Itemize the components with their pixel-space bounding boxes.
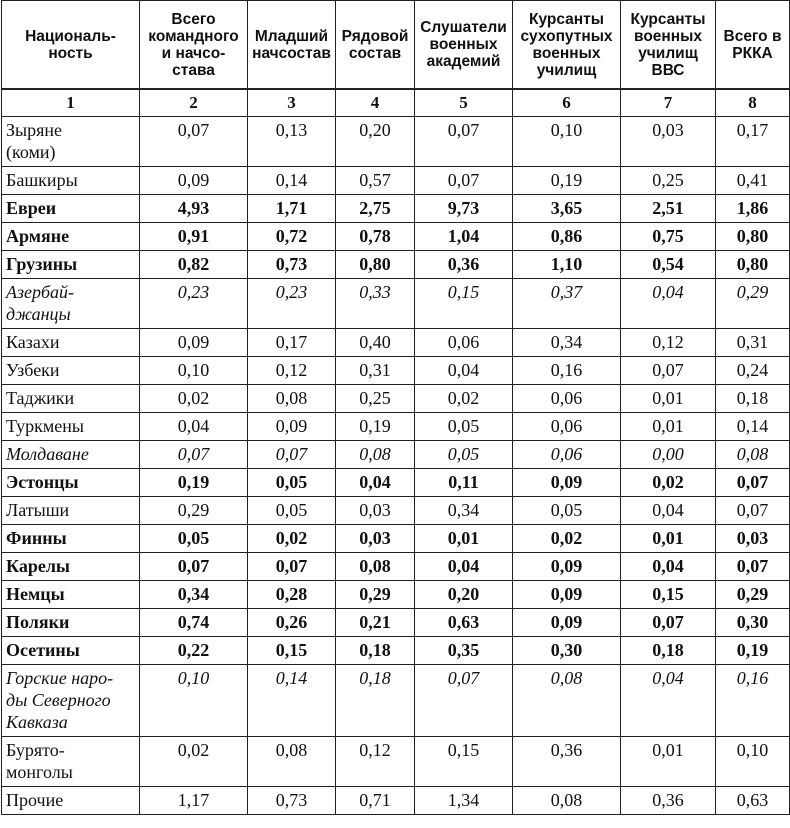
table-row bbox=[2, 609, 790, 637]
value-cell: 0,18 bbox=[716, 385, 790, 413]
value-cell: 0,33 bbox=[336, 279, 415, 329]
value-cell: 0,23 bbox=[248, 279, 336, 329]
value-cell: 0,07 bbox=[248, 553, 336, 581]
value-cell: 0,25 bbox=[621, 167, 716, 195]
value-cell: 0,17 bbox=[716, 117, 790, 167]
value-cell: 0,07 bbox=[716, 553, 790, 581]
value-cell: 0,14 bbox=[248, 665, 336, 737]
nationality-cell: Зыряне (коми) bbox=[2, 117, 140, 167]
column-number: 7 bbox=[621, 89, 716, 117]
nationality-cell: Немцы bbox=[2, 581, 140, 609]
value-cell: 0,06 bbox=[513, 441, 621, 469]
value-cell: 0,09 bbox=[513, 609, 621, 637]
value-cell: 1,71 bbox=[248, 195, 336, 223]
value-cell: 0,78 bbox=[336, 223, 415, 251]
column-number: 5 bbox=[415, 89, 513, 117]
value-cell: 0,63 bbox=[716, 787, 790, 815]
value-cell: 0,15 bbox=[621, 581, 716, 609]
value-cell: 0,07 bbox=[716, 497, 790, 525]
value-cell: 0,08 bbox=[336, 441, 415, 469]
value-cell: 0,19 bbox=[513, 167, 621, 195]
value-cell: 0,18 bbox=[336, 637, 415, 665]
value-cell: 0,10 bbox=[140, 665, 248, 737]
value-cell: 0,04 bbox=[336, 469, 415, 497]
value-cell: 0,01 bbox=[415, 525, 513, 553]
value-cell: 0,63 bbox=[415, 609, 513, 637]
column-number-row bbox=[2, 89, 790, 117]
nationality-cell: Эстонцы bbox=[2, 469, 140, 497]
value-cell: 0,03 bbox=[336, 497, 415, 525]
value-cell: 0,41 bbox=[716, 167, 790, 195]
value-cell: 0,19 bbox=[140, 469, 248, 497]
value-cell: 0,10 bbox=[513, 117, 621, 167]
nationality-cell: Латыши bbox=[2, 497, 140, 525]
value-cell: 0,24 bbox=[716, 357, 790, 385]
value-cell: 0,08 bbox=[336, 553, 415, 581]
nationality-cell: Узбеки bbox=[2, 357, 140, 385]
value-cell: 0,36 bbox=[415, 251, 513, 279]
value-cell: 0,05 bbox=[248, 497, 336, 525]
value-cell: 0,06 bbox=[415, 329, 513, 357]
nationality-cell: Финны bbox=[2, 525, 140, 553]
value-cell: 0,29 bbox=[140, 497, 248, 525]
value-cell: 0,15 bbox=[415, 737, 513, 787]
header-row bbox=[2, 1, 790, 90]
value-cell: 0,05 bbox=[513, 497, 621, 525]
value-cell: 0,73 bbox=[248, 251, 336, 279]
value-cell: 0,05 bbox=[140, 525, 248, 553]
table-row bbox=[2, 469, 790, 497]
value-cell: 0,37 bbox=[513, 279, 621, 329]
value-cell: 0,01 bbox=[621, 413, 716, 441]
value-cell: 0,29 bbox=[336, 581, 415, 609]
value-cell: 0,03 bbox=[336, 525, 415, 553]
value-cell: 0,71 bbox=[336, 787, 415, 815]
value-cell: 0,04 bbox=[621, 665, 716, 737]
value-cell: 0,04 bbox=[415, 357, 513, 385]
value-cell: 0,31 bbox=[716, 329, 790, 357]
column-number: 4 bbox=[336, 89, 415, 117]
value-cell: 0,04 bbox=[621, 497, 716, 525]
value-cell: 0,25 bbox=[336, 385, 415, 413]
value-cell: 0,02 bbox=[513, 525, 621, 553]
value-cell: 0,13 bbox=[248, 117, 336, 167]
nationality-table bbox=[1, 0, 790, 815]
value-cell: 0,07 bbox=[415, 665, 513, 737]
nationality-cell: Осетины bbox=[2, 637, 140, 665]
value-cell: 0,08 bbox=[248, 737, 336, 787]
nationality-cell: Молдаване bbox=[2, 441, 140, 469]
value-cell: 0,72 bbox=[248, 223, 336, 251]
value-cell: 0,34 bbox=[415, 497, 513, 525]
value-cell: 0,36 bbox=[621, 787, 716, 815]
value-cell: 0,31 bbox=[336, 357, 415, 385]
table-row bbox=[2, 167, 790, 195]
value-cell: 0,09 bbox=[513, 469, 621, 497]
value-cell: 0,05 bbox=[248, 469, 336, 497]
value-cell: 0,02 bbox=[621, 469, 716, 497]
table-row bbox=[2, 637, 790, 665]
nationality-cell: Горские наро- ды Северного Кавказа bbox=[2, 665, 140, 737]
nationality-cell: Грузины bbox=[2, 251, 140, 279]
value-cell: 1,04 bbox=[415, 223, 513, 251]
value-cell: 0,19 bbox=[716, 637, 790, 665]
value-cell: 0,09 bbox=[513, 553, 621, 581]
table-row bbox=[2, 497, 790, 525]
column-number: 1 bbox=[2, 89, 140, 117]
value-cell: 0,80 bbox=[336, 251, 415, 279]
table-row bbox=[2, 195, 790, 223]
value-cell: 0,07 bbox=[415, 167, 513, 195]
value-cell: 0,28 bbox=[248, 581, 336, 609]
value-cell: 0,04 bbox=[140, 413, 248, 441]
value-cell: 0,80 bbox=[716, 223, 790, 251]
column-header-junior-command: Младший начсостав bbox=[248, 1, 336, 90]
value-cell: 0,29 bbox=[716, 581, 790, 609]
value-cell: 0,16 bbox=[716, 665, 790, 737]
value-cell: 0,10 bbox=[716, 737, 790, 787]
value-cell: 0,74 bbox=[140, 609, 248, 637]
value-cell: 0,40 bbox=[336, 329, 415, 357]
nationality-cell: Казахи bbox=[2, 329, 140, 357]
table-row bbox=[2, 223, 790, 251]
value-cell: 1,86 bbox=[716, 195, 790, 223]
table-row bbox=[2, 251, 790, 279]
value-cell: 0,01 bbox=[621, 385, 716, 413]
value-cell: 0,26 bbox=[248, 609, 336, 637]
table-row bbox=[2, 787, 790, 815]
value-cell: 1,10 bbox=[513, 251, 621, 279]
value-cell: 0,08 bbox=[513, 787, 621, 815]
value-cell: 0,20 bbox=[336, 117, 415, 167]
table-body bbox=[2, 117, 790, 815]
table-row bbox=[2, 665, 790, 737]
column-number: 6 bbox=[513, 89, 621, 117]
table-row bbox=[2, 737, 790, 787]
nationality-cell: Туркмены bbox=[2, 413, 140, 441]
value-cell: 0,29 bbox=[716, 279, 790, 329]
value-cell: 0,14 bbox=[248, 167, 336, 195]
table-row bbox=[2, 385, 790, 413]
column-number: 2 bbox=[140, 89, 248, 117]
table-row bbox=[2, 581, 790, 609]
value-cell: 0,12 bbox=[621, 329, 716, 357]
value-cell: 0,36 bbox=[513, 737, 621, 787]
value-cell: 0,86 bbox=[513, 223, 621, 251]
nationality-cell: Азербай- джанцы bbox=[2, 279, 140, 329]
value-cell: 0,07 bbox=[621, 609, 716, 637]
value-cell: 0,75 bbox=[621, 223, 716, 251]
table-row bbox=[2, 413, 790, 441]
value-cell: 0,03 bbox=[621, 117, 716, 167]
value-cell: 0,07 bbox=[140, 441, 248, 469]
value-cell: 2,75 bbox=[336, 195, 415, 223]
column-header-total-command: Всего командного и начсо- става bbox=[140, 1, 248, 90]
value-cell: 3,65 bbox=[513, 195, 621, 223]
value-cell: 0,23 bbox=[140, 279, 248, 329]
nationality-cell: Башкиры bbox=[2, 167, 140, 195]
value-cell: 0,15 bbox=[415, 279, 513, 329]
value-cell: 0,09 bbox=[513, 581, 621, 609]
table-row bbox=[2, 525, 790, 553]
value-cell: 0,07 bbox=[716, 469, 790, 497]
value-cell: 0,82 bbox=[140, 251, 248, 279]
value-cell: 0,08 bbox=[716, 441, 790, 469]
value-cell: 0,02 bbox=[140, 385, 248, 413]
value-cell: 1,34 bbox=[415, 787, 513, 815]
column-header-total-rkka: Всего в РККА bbox=[716, 1, 790, 90]
value-cell: 0,19 bbox=[336, 413, 415, 441]
table-row bbox=[2, 117, 790, 167]
value-cell: 0,91 bbox=[140, 223, 248, 251]
column-header-rank-and-file: Рядовой состав bbox=[336, 1, 415, 90]
value-cell: 0,18 bbox=[336, 665, 415, 737]
value-cell: 0,54 bbox=[621, 251, 716, 279]
value-cell: 0,01 bbox=[621, 737, 716, 787]
value-cell: 0,12 bbox=[336, 737, 415, 787]
value-cell: 0,08 bbox=[248, 385, 336, 413]
value-cell: 0,09 bbox=[140, 329, 248, 357]
column-header-ground-cadets: Курсанты сухопутных военных училищ bbox=[513, 1, 621, 90]
value-cell: 0,11 bbox=[415, 469, 513, 497]
table-row bbox=[2, 329, 790, 357]
column-header-academy-students: Слушатели военных академий bbox=[415, 1, 513, 90]
value-cell: 0,02 bbox=[415, 385, 513, 413]
column-header-air-cadets: Курсанты военных училищ ВВС bbox=[621, 1, 716, 90]
value-cell: 0,06 bbox=[513, 413, 621, 441]
nationality-cell: Армяне bbox=[2, 223, 140, 251]
value-cell: 0,22 bbox=[140, 637, 248, 665]
value-cell: 0,17 bbox=[248, 329, 336, 357]
table-row bbox=[2, 553, 790, 581]
nationality-cell: Бурято- монголы bbox=[2, 737, 140, 787]
value-cell: 0,04 bbox=[621, 279, 716, 329]
value-cell: 9,73 bbox=[415, 195, 513, 223]
value-cell: 0,57 bbox=[336, 167, 415, 195]
value-cell: 0,04 bbox=[415, 553, 513, 581]
value-cell: 0,15 bbox=[248, 637, 336, 665]
value-cell: 0,03 bbox=[716, 525, 790, 553]
value-cell: 0,16 bbox=[513, 357, 621, 385]
value-cell: 0,04 bbox=[621, 553, 716, 581]
nationality-cell: Поляки bbox=[2, 609, 140, 637]
value-cell: 0,05 bbox=[415, 413, 513, 441]
value-cell: 0,07 bbox=[140, 117, 248, 167]
value-cell: 0,08 bbox=[513, 665, 621, 737]
value-cell: 0,21 bbox=[336, 609, 415, 637]
column-number: 8 bbox=[716, 89, 790, 117]
value-cell: 0,06 bbox=[513, 385, 621, 413]
value-cell: 0,30 bbox=[513, 637, 621, 665]
table-row bbox=[2, 357, 790, 385]
value-cell: 0,01 bbox=[621, 525, 716, 553]
value-cell: 0,14 bbox=[716, 413, 790, 441]
value-cell: 0,30 bbox=[716, 609, 790, 637]
table-row bbox=[2, 279, 790, 329]
value-cell: 0,07 bbox=[248, 441, 336, 469]
nationality-cell: Прочие bbox=[2, 787, 140, 815]
value-cell: 0,07 bbox=[415, 117, 513, 167]
value-cell: 0,09 bbox=[248, 413, 336, 441]
value-cell: 0,18 bbox=[621, 637, 716, 665]
nationality-cell: Евреи bbox=[2, 195, 140, 223]
column-header-nationality: Националь- ность bbox=[2, 1, 140, 90]
value-cell: 0,34 bbox=[513, 329, 621, 357]
value-cell: 0,07 bbox=[621, 357, 716, 385]
value-cell: 0,10 bbox=[140, 357, 248, 385]
value-cell: 0,02 bbox=[248, 525, 336, 553]
value-cell: 0,80 bbox=[716, 251, 790, 279]
value-cell: 0,73 bbox=[248, 787, 336, 815]
value-cell: 0,20 bbox=[415, 581, 513, 609]
table-row bbox=[2, 441, 790, 469]
nationality-cell: Карелы bbox=[2, 553, 140, 581]
value-cell: 0,02 bbox=[140, 737, 248, 787]
value-cell: 0,35 bbox=[415, 637, 513, 665]
value-cell: 0,09 bbox=[140, 167, 248, 195]
value-cell: 4,93 bbox=[140, 195, 248, 223]
value-cell: 0,05 bbox=[415, 441, 513, 469]
value-cell: 2,51 bbox=[621, 195, 716, 223]
nationality-cell: Таджики bbox=[2, 385, 140, 413]
column-number: 3 bbox=[248, 89, 336, 117]
value-cell: 0,12 bbox=[248, 357, 336, 385]
value-cell: 1,17 bbox=[140, 787, 248, 815]
value-cell: 0,07 bbox=[140, 553, 248, 581]
value-cell: 0,34 bbox=[140, 581, 248, 609]
value-cell: 0,00 bbox=[621, 441, 716, 469]
